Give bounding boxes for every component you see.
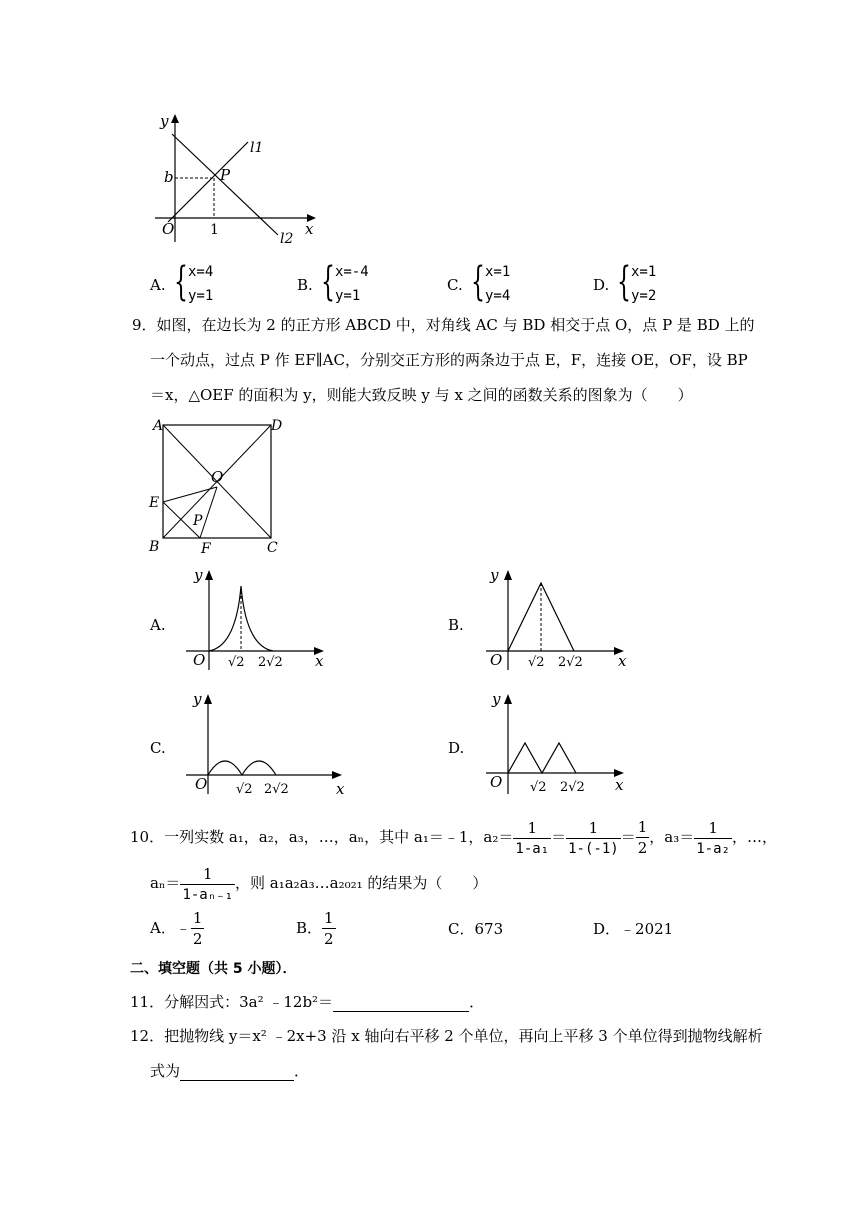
q8-o-label: O (162, 220, 175, 238)
q9-line-2: 一个动点，过点 P 作 EF∥AC，分别交正方形的两条边于点 E，F，连接 OE，OF，设 BP (150, 351, 748, 369)
q9-line-3: ＝x，△OEF 的面积为 y，则能大致反映 y 与 x 之间的函数关系的图象为（ ） (150, 386, 693, 404)
q8-l1-label: l1 (250, 140, 264, 156)
q10-option-a[interactable] (150, 906, 204, 950)
q8-option-b[interactable] (297, 259, 407, 308)
q9-label-e: E (149, 495, 160, 511)
q8-option-a-x: x=4 (188, 264, 214, 280)
q10-frac-half-num: 1 (637, 818, 648, 836)
q10-eq-1: ＝ (551, 828, 567, 846)
q12-line-2-text: 式为 (150, 1062, 181, 1080)
q10-option-b-den: 2 (324, 930, 334, 948)
q9d-o-label: O (490, 773, 503, 791)
q9b-o-label: O (490, 651, 503, 669)
q9c-o-label: O (195, 775, 208, 793)
q9-label-p: P (193, 513, 203, 529)
q10-mid: ，a₃＝ (649, 828, 695, 846)
q10-frac-step (566, 818, 621, 857)
q10-frac-half-den: 2 (637, 839, 648, 857)
q11 (130, 991, 484, 1012)
q9c-x-label: x (336, 780, 345, 798)
section-2-heading: 二、填空题（共 5 小题）． (130, 961, 297, 977)
q10-tail: ，…， (731, 828, 777, 846)
q10-frac-an (180, 864, 235, 903)
q10-frac-an-num: 1 (202, 864, 213, 883)
q8-option-c-y: y=4 (485, 288, 511, 304)
q9-label-o: O (211, 468, 224, 486)
q9-label-d: D (271, 418, 283, 434)
q10-option-a-text: A．﹣ (150, 919, 191, 937)
q9-option-c-label[interactable]: C. (150, 739, 166, 757)
q10-option-a-frac (191, 911, 205, 947)
q9-option-b-label[interactable]: B. (448, 616, 464, 634)
q8-option-b-y: y=1 (335, 288, 361, 304)
q8-option-c-brace: { (471, 259, 485, 305)
q10-frac-step-den: 1-(-1) (566, 838, 621, 856)
q10-option-b-num: 1 (324, 909, 334, 927)
q8-option-c[interactable] (447, 259, 557, 308)
q9-graph-b[interactable] (478, 562, 638, 674)
q8-option-d-y: y=2 (631, 288, 657, 304)
q9d-r22-label: 2√2 (560, 780, 585, 795)
q8-option-d-label: D. (593, 276, 610, 294)
q10-option-b[interactable] (296, 906, 336, 950)
q8-one-label: 1 (210, 222, 219, 238)
q8-option-b-label: B. (297, 276, 313, 294)
q10-frac-a3-den: 1-a₂ (694, 838, 732, 856)
q8-option-a[interactable] (150, 259, 260, 308)
q10-line-1 (130, 814, 777, 860)
q8-option-d[interactable] (593, 259, 703, 308)
q8-p-label: P (220, 166, 231, 184)
q8-b-label: b (164, 168, 174, 186)
q9c-r2-label: √2 (236, 782, 253, 797)
q9-line-1: 9．如图，在边长为 2 的正方形 ABCD 中，对角线 AC 与 BD 相交于点 O，点 P 是 BD 上的 (132, 316, 755, 334)
q9c-r22-label: 2√2 (264, 782, 289, 797)
q8-l2-label: l2 (280, 231, 294, 247)
q9a-y-label: y (194, 566, 203, 584)
q10-option-b-text: B． (296, 919, 323, 937)
q9a-r2-label: √2 (228, 655, 245, 670)
q10-option-a-num: 1 (192, 909, 203, 927)
q8-x-label: x (305, 220, 314, 238)
q8-option-d-x: x=1 (631, 264, 657, 280)
q9-label-b: B (149, 539, 160, 555)
q10-frac-a3 (694, 818, 732, 857)
q10-ask: ，则 a₁a₂a₃…a₂₀₂₁ 的结果为（ ） (235, 874, 488, 892)
q9d-x-label: x (615, 776, 624, 794)
q9b-y-label: y (490, 566, 499, 584)
q9-graph-c[interactable] (178, 686, 348, 798)
q9-label-c: C (267, 540, 278, 556)
q10-frac-an-den: 1-aₙ₋₁ (180, 884, 235, 902)
q9-square-figure (145, 415, 295, 560)
q8-option-a-label: A. (150, 276, 166, 294)
q10-option-d[interactable]: D．﹣2021 (593, 920, 674, 938)
q9-option-d-label[interactable]: D. (448, 739, 465, 757)
q8-option-c-label: C. (447, 276, 463, 294)
q12-answer-blank[interactable] (180, 1062, 294, 1081)
q8-y-label: y (160, 112, 169, 130)
q9c-y-label: y (193, 690, 202, 708)
q9-graph-a[interactable] (178, 562, 338, 674)
q8-option-a-y: y=1 (188, 288, 214, 304)
q9-option-a-label[interactable]: A. (150, 616, 166, 634)
q10-line-2 (150, 860, 487, 906)
q8-option-b-x: x=-4 (335, 264, 369, 280)
q9d-y-label: y (492, 690, 501, 708)
q9b-r22-label: 2√2 (558, 655, 583, 670)
q12-line-1: 12．把抛物线 y＝x² ﹣2x+3 沿 x 轴向右平移 2 个单位，再向上平移 3 个单位得到抛物线解析 (130, 1027, 763, 1045)
q10-lead: 10．一列实数 a₁，a₂，a₃，…，aₙ，其中 a₁＝﹣1，a₂＝ (130, 828, 514, 846)
q8-option-b-brace: { (321, 259, 335, 305)
q10-eq-2: ＝ (620, 828, 636, 846)
q9a-o-label: O (193, 651, 206, 669)
q9d-r2-label: √2 (530, 780, 547, 795)
q8-figure (140, 110, 340, 250)
q12-end: ． (294, 1062, 310, 1080)
q10-frac-half (636, 820, 650, 856)
q9-label-f: F (201, 541, 211, 557)
q10-frac-a3-num: 1 (708, 818, 718, 837)
q8-option-d-brace: { (617, 259, 631, 305)
q10-option-a-den: 2 (192, 930, 203, 948)
q11-text: 11．分解因式：3a² ﹣12b²＝ (130, 993, 334, 1011)
q9a-x-label: x (315, 652, 324, 670)
q10-frac-a2 (513, 818, 551, 857)
q8-option-c-x: x=1 (485, 264, 511, 280)
q9-label-a: A (153, 418, 164, 434)
q8-option-a-brace: { (174, 259, 188, 305)
q9-graph-d[interactable] (478, 686, 638, 798)
q11-answer-blank[interactable] (333, 993, 469, 1012)
q10-option-b-frac (322, 911, 336, 947)
q10-option-c[interactable]: C．673 (448, 920, 504, 938)
q10-frac-a2-num: 1 (527, 818, 538, 837)
q12-line-2 (150, 1060, 309, 1081)
q11-end: ． (469, 993, 485, 1011)
q10-an: aₙ＝ (150, 874, 181, 892)
q9a-r22-label: 2√2 (258, 655, 283, 670)
q9b-r2-label: √2 (528, 655, 545, 670)
q10-frac-step-num: 1 (588, 818, 599, 837)
q9b-x-label: x (618, 652, 627, 670)
q10-frac-a2-den: 1-a₁ (513, 838, 551, 856)
